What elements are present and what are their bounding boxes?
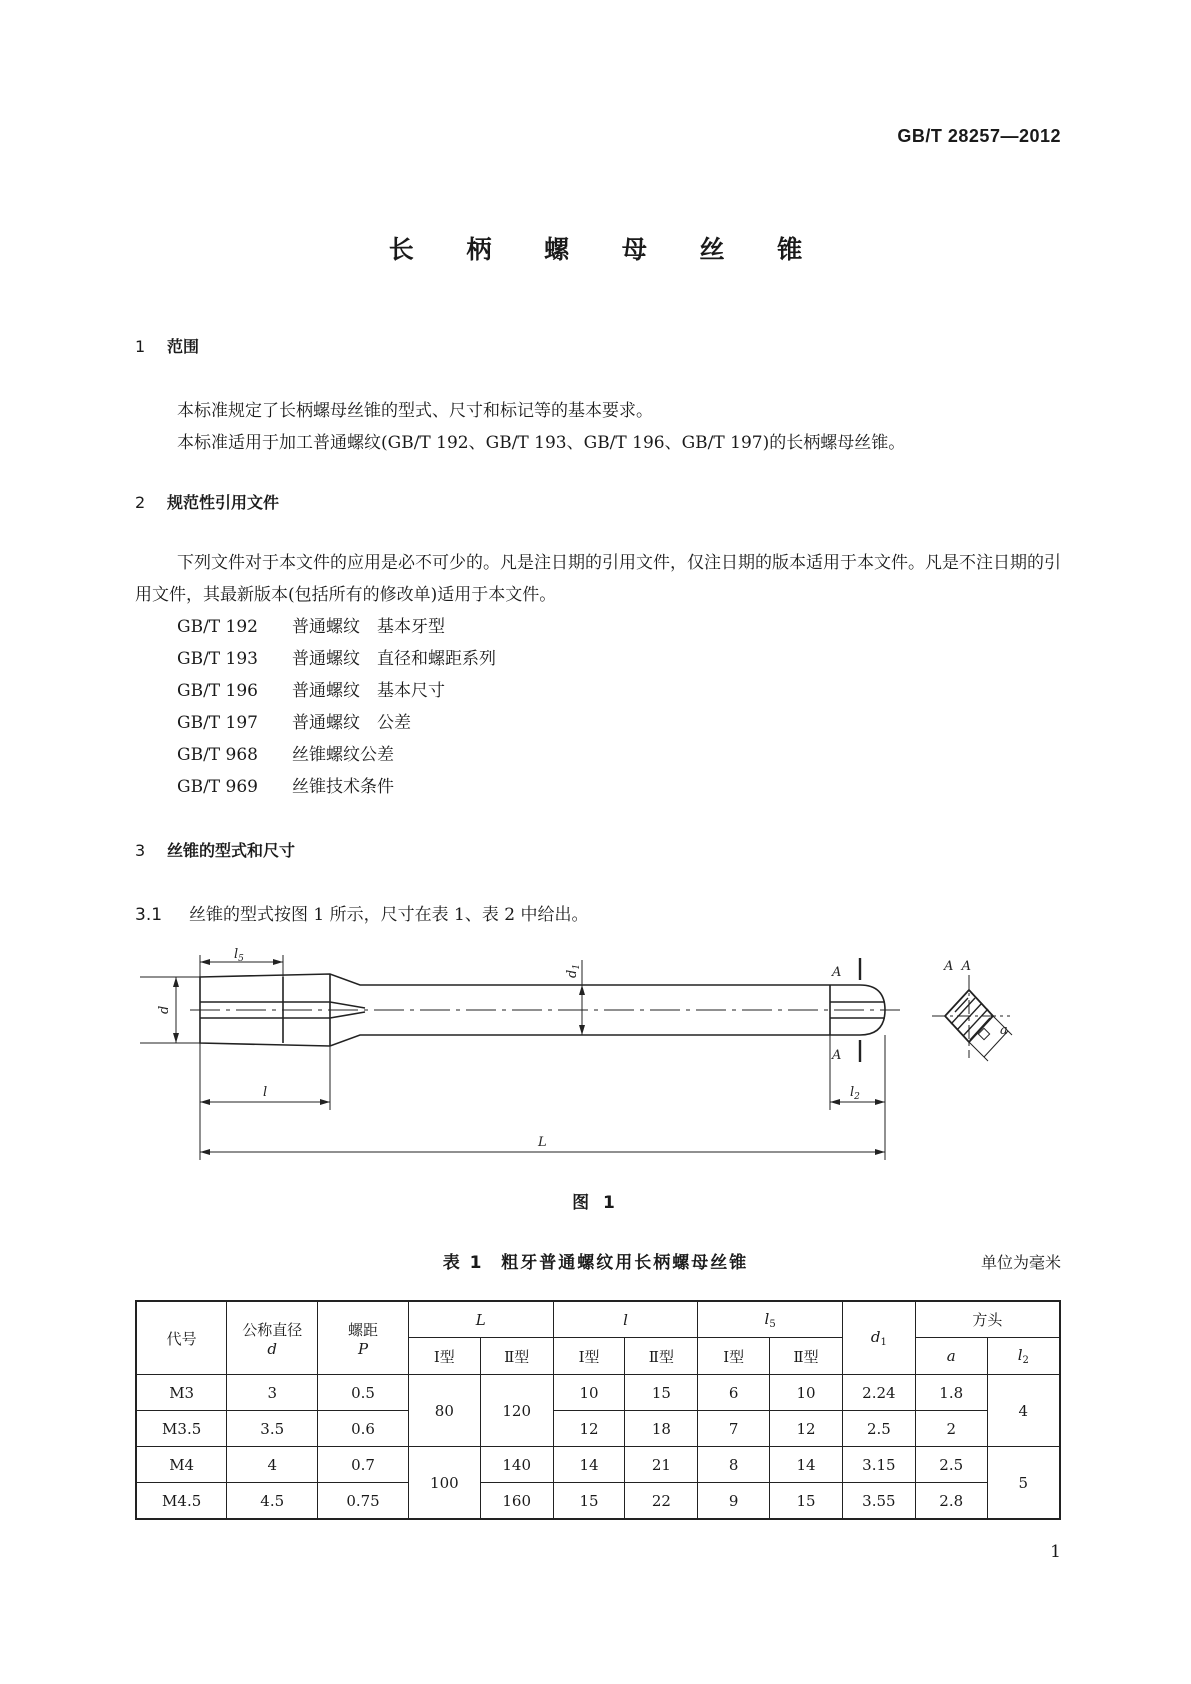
reference-title: 普通螺纹 公差 <box>292 713 411 733</box>
cell-L-type2: 120 <box>480 1375 553 1447</box>
standard-code: GB/T 28257—2012 <box>897 126 1061 146</box>
cell-l-type1: 12 <box>553 1411 625 1447</box>
table-row <box>136 1375 1060 1411</box>
cell-l-type2: 18 <box>625 1411 698 1447</box>
table-row <box>136 1447 1060 1483</box>
cell-l-type1: 14 <box>553 1447 625 1483</box>
table-header-row-1 <box>136 1301 1060 1338</box>
header-L-type1: Ⅰ型 <box>408 1338 480 1375</box>
reference-code: GB/T 968 <box>177 745 258 765</box>
scope-paragraph-2: 本标准适用于加工普通螺纹(GB/T 192、GB/T 193、GB/T 196、GB/T 197)的长柄螺母丝锥。 <box>177 433 906 453</box>
section-number: 1 <box>135 337 146 356</box>
table-row <box>136 1411 1060 1447</box>
cell-l5-type1: 9 <box>698 1483 770 1520</box>
cell-d1: 2.5 <box>842 1411 915 1447</box>
section-number: 2 <box>135 493 146 512</box>
reference-title: 普通螺纹 基本尺寸 <box>292 681 445 701</box>
scope-paragraph-1: 本标准规定了长柄螺母丝锥的型式、尺寸和标记等的基本要求。 <box>177 401 653 421</box>
cell-code: M4.5 <box>136 1483 227 1520</box>
header-l: l <box>553 1301 698 1338</box>
cell-a: 2.5 <box>915 1447 987 1483</box>
cell-pitch: 0.5 <box>318 1375 409 1411</box>
cell-d1: 2.24 <box>842 1375 915 1411</box>
cell-a: 2.8 <box>915 1483 987 1520</box>
header-l-type2: Ⅱ型 <box>625 1338 698 1375</box>
reference-code: GB/T 969 <box>177 777 258 797</box>
cell-L-type2: 160 <box>480 1483 553 1520</box>
header-L-type2: Ⅱ型 <box>480 1338 553 1375</box>
section-title: 规范性引用文件 <box>167 493 280 512</box>
dimensions-table <box>135 1300 1061 1520</box>
reference-title: 普通螺纹 直径和螺距系列 <box>292 649 496 669</box>
cell-L-type2: 140 <box>480 1447 553 1483</box>
header-code: 代号 <box>136 1301 227 1375</box>
reference-title: 普通螺纹 基本牙型 <box>292 617 445 637</box>
section-title: 范围 <box>167 337 200 356</box>
label-l2-sub: 2 <box>854 1092 860 1102</box>
reference-code: GB/T 197 <box>177 713 258 733</box>
cell-code: M4 <box>136 1447 227 1483</box>
header-pitch: 螺距 P <box>318 1301 409 1375</box>
label-a: a <box>1000 1023 1008 1038</box>
cell-l5-type1: 6 <box>698 1375 770 1411</box>
header-square: 方头 <box>915 1301 1060 1338</box>
section-number: 3 <box>135 841 146 860</box>
clause-number: 3.1 <box>135 905 163 925</box>
label-d1: $d_1$ <box>565 963 582 978</box>
cell-L-type1: 100 <box>408 1447 480 1520</box>
cell-l-type2: 21 <box>625 1447 698 1483</box>
cell-l-type2: 22 <box>625 1483 698 1520</box>
header-a: a <box>915 1338 987 1375</box>
cell-l5-type2: 12 <box>770 1411 843 1447</box>
reference-code: GB/T 196 <box>177 681 258 701</box>
header-d1: $d_1$ <box>842 1301 915 1375</box>
reference-code: GB/T 193 <box>177 649 258 669</box>
label-L: L <box>538 1135 547 1150</box>
label-A-top: A <box>832 965 842 980</box>
cell-pitch: 0.6 <box>318 1411 409 1447</box>
cell-a: 1.8 <box>915 1375 987 1411</box>
header-l5-type2: Ⅱ型 <box>770 1338 843 1375</box>
cell-d1: 3.15 <box>842 1447 915 1483</box>
label-section-aa: A A <box>944 959 972 974</box>
label-d: d <box>157 1005 172 1014</box>
normative-paragraph: 下列文件对于本文件的应用是必不可少的。凡是注日期的引用文件，仅注日期的版本适用于本文件。凡是不注日期的引用文件，其最新版本(包括所有的修改单)适用于本文件。 <box>135 553 1061 605</box>
section-title: 丝锥的型式和尺寸 <box>167 841 296 860</box>
clause-text: 丝锥的型式按图 1 所示，尺寸在表 1、表 2 中给出。 <box>189 905 589 925</box>
cell-d: 3.5 <box>227 1411 318 1447</box>
header-nominal-diameter: 公称直径 d <box>227 1301 318 1375</box>
section-view-aa <box>932 975 1012 1061</box>
cell-l5-type1: 8 <box>698 1447 770 1483</box>
header-L: L <box>408 1301 553 1338</box>
cell-l2: 5 <box>987 1447 1060 1520</box>
cell-d: 4.5 <box>227 1483 318 1520</box>
cell-l2: 4 <box>987 1375 1060 1447</box>
cell-l-type1: 15 <box>553 1483 625 1520</box>
cell-L-type1: 80 <box>408 1375 480 1447</box>
table-row <box>136 1483 1060 1520</box>
table-unit: 单位为毫米 <box>980 1253 1061 1272</box>
table-title: 粗牙普通螺纹用长柄螺母丝锥 <box>501 1253 749 1273</box>
cell-l5-type1: 7 <box>698 1411 770 1447</box>
header-l-type1: Ⅰ型 <box>553 1338 625 1375</box>
figure-caption: 图 1 <box>572 1193 619 1213</box>
cell-l-type2: 15 <box>625 1375 698 1411</box>
label-l: l <box>263 1085 268 1100</box>
document-title: 长 柄 螺 母 丝 锥 <box>388 235 825 264</box>
cell-pitch: 0.7 <box>318 1447 409 1483</box>
cell-l-type1: 10 <box>553 1375 625 1411</box>
cell-d: 3 <box>227 1375 318 1411</box>
cell-l5-type2: 15 <box>770 1483 843 1520</box>
cell-l5-type2: 10 <box>770 1375 843 1411</box>
cell-d: 4 <box>227 1447 318 1483</box>
label-l5-sub: 5 <box>238 954 244 964</box>
label-d1-sub: 1 <box>572 963 582 970</box>
label-A-bottom: A <box>832 1048 842 1063</box>
cell-l5-type2: 14 <box>770 1447 843 1483</box>
cell-code: M3.5 <box>136 1411 227 1447</box>
header-l2: $l_2$ <box>987 1338 1060 1375</box>
label-l2: $l_2$ <box>850 1085 860 1102</box>
reference-title: 丝锥螺纹公差 <box>292 745 394 765</box>
cell-d1: 3.55 <box>842 1483 915 1520</box>
header-l5: $l_5$ <box>698 1301 843 1338</box>
cell-a: 2 <box>915 1411 987 1447</box>
reference-code: GB/T 192 <box>177 617 258 637</box>
page-number: 1 <box>1050 1542 1061 1562</box>
header-l5-type1: Ⅰ型 <box>698 1338 770 1375</box>
label-l5: $l_5$ <box>234 947 244 964</box>
cell-pitch: 0.75 <box>318 1483 409 1520</box>
table-number: 表 1 <box>442 1253 484 1273</box>
cell-code: M3 <box>136 1375 227 1411</box>
reference-title: 丝锥技术条件 <box>292 777 394 797</box>
